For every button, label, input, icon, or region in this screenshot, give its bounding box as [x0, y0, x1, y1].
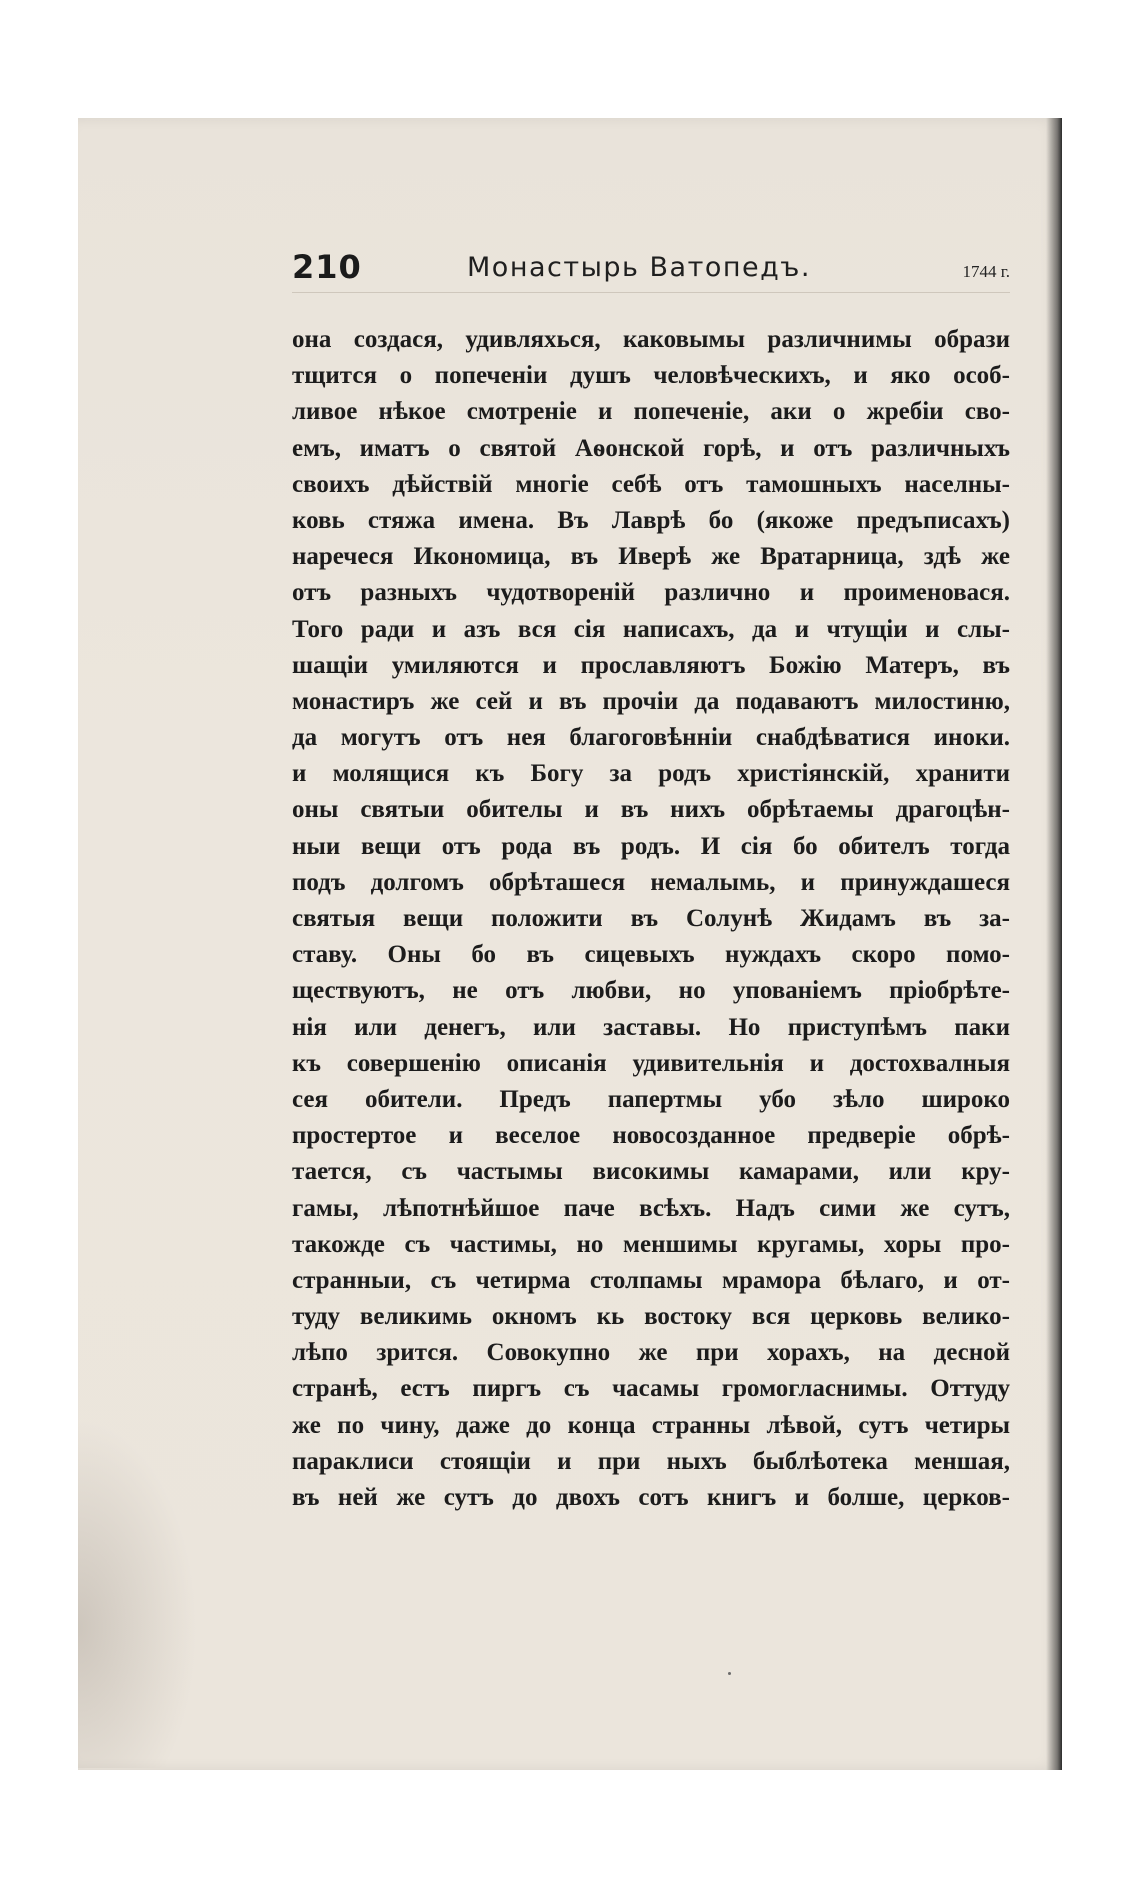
text-line: простертое и веселое новосозданное предверіе обрѣ-: [292, 1122, 1010, 1150]
text-line: нія или денегъ, или заставы. Но приступѣмъ паки: [292, 1013, 1010, 1041]
ink-speck: [728, 1672, 731, 1675]
text-line: такожде съ частимы, но меншимы кругамы, хоры про-: [292, 1230, 1010, 1258]
text-line: странныи, съ четирма столпамы мрамора бѣлаго, и от-: [292, 1266, 1010, 1294]
text-line: подъ долгомъ обрѣташеся немалымь, и принуждашеся: [292, 868, 1010, 896]
text-line: ныи вещи отъ рода въ родъ. И сія бо обителъ тогда: [292, 832, 1010, 860]
text-line: отъ разныхъ чудотвореній различно и проименовася.: [292, 579, 1010, 607]
text-line: гамы, лѣпотнѣйшое паче всѣхъ. Надъ сими же сутъ,: [292, 1194, 1010, 1222]
text-line: своихъ дѣйствій многіе себѣ отъ тамошныхъ населны-: [292, 470, 1010, 498]
text-line: къ совершенію описанія удивительнія и достохвалныя: [292, 1049, 1010, 1077]
text-line: Того ради и азъ вся сія написахъ, да и чтущіи и слы-: [292, 615, 1010, 643]
text-line: монастиръ же сей и въ прочіи да подаваютъ милостиню,: [292, 687, 1010, 715]
text-line: ливое нѣкое смотреніе и попеченіе, аки о жребіи сво-: [292, 398, 1010, 426]
scan-shadow: [78, 1418, 198, 1768]
year-mark: 1744 г.: [962, 262, 1010, 281]
running-title: Монастырь Ватопедъ.: [467, 252, 811, 283]
page-edge-shadow: [1046, 118, 1062, 1770]
text-line: тщится о попеченіи душъ человѣческихъ, и яко особ-: [292, 362, 1010, 390]
text-line: она создася, удивляхься, каковымы различнимы образи: [292, 326, 1010, 353]
text-line: странѣ, естъ пиргъ съ часамы громогласнимы. Оттуду: [292, 1375, 1010, 1403]
text-line: лѣпо зрится. Совокупно же при хорахъ, на десной: [292, 1339, 1010, 1367]
page-number: 210: [292, 248, 362, 286]
text-line: сея обители. Предъ папертмы убо зѣло широко: [292, 1085, 1010, 1113]
text-line: емъ, иматъ о святой Аѳонской горѣ, и отъ различныхъ: [292, 434, 1010, 462]
text-line: шащіи умиляются и прославляютъ Божію Матеръ, въ: [292, 651, 1010, 679]
text-line: оны святыи обителы и въ нихъ обрѣтаемы драгоцѣн-: [292, 796, 1010, 824]
text-line: ковь стяжа имена. Въ Лаврѣ бо (якоже предъписахъ): [292, 506, 1010, 534]
body-text: [292, 322, 1010, 1516]
running-head: [292, 248, 1010, 293]
text-line: да могутъ отъ нея благоговѣнніи снабдѣватися иноки.: [292, 724, 1010, 752]
text-line: наречеся Икономица, въ Иверѣ же Вратарница, здѣ же: [292, 543, 1010, 571]
text-line: въ ней же сутъ до двохъ сотъ книгъ и болше, церков-: [292, 1484, 1010, 1511]
text-line: святыя вещи положити въ Солунѣ Жидамъ въ за-: [292, 905, 1010, 932]
text-line: ществуютъ, не отъ любви, но упованіемъ пріобрѣте-: [292, 977, 1010, 1005]
text-line: ставу. Оны бо въ сицевыхъ нуждахъ скоро помо-: [292, 941, 1010, 969]
text-line: и молящися къ Богу за родъ христіянскій, хранити: [292, 760, 1010, 788]
text-line: тается, съ частымы високимы камарами, или кру-: [292, 1158, 1010, 1186]
text-line: параклиси стоящіи и при ныхъ быблѣотека меншая,: [292, 1447, 1010, 1475]
text-line: же по чину, даже до конца странны лѣвой, сутъ четиры: [292, 1411, 1010, 1439]
text-line: туду великимь окномъ кь востоку вся церковь велико-: [292, 1303, 1010, 1331]
